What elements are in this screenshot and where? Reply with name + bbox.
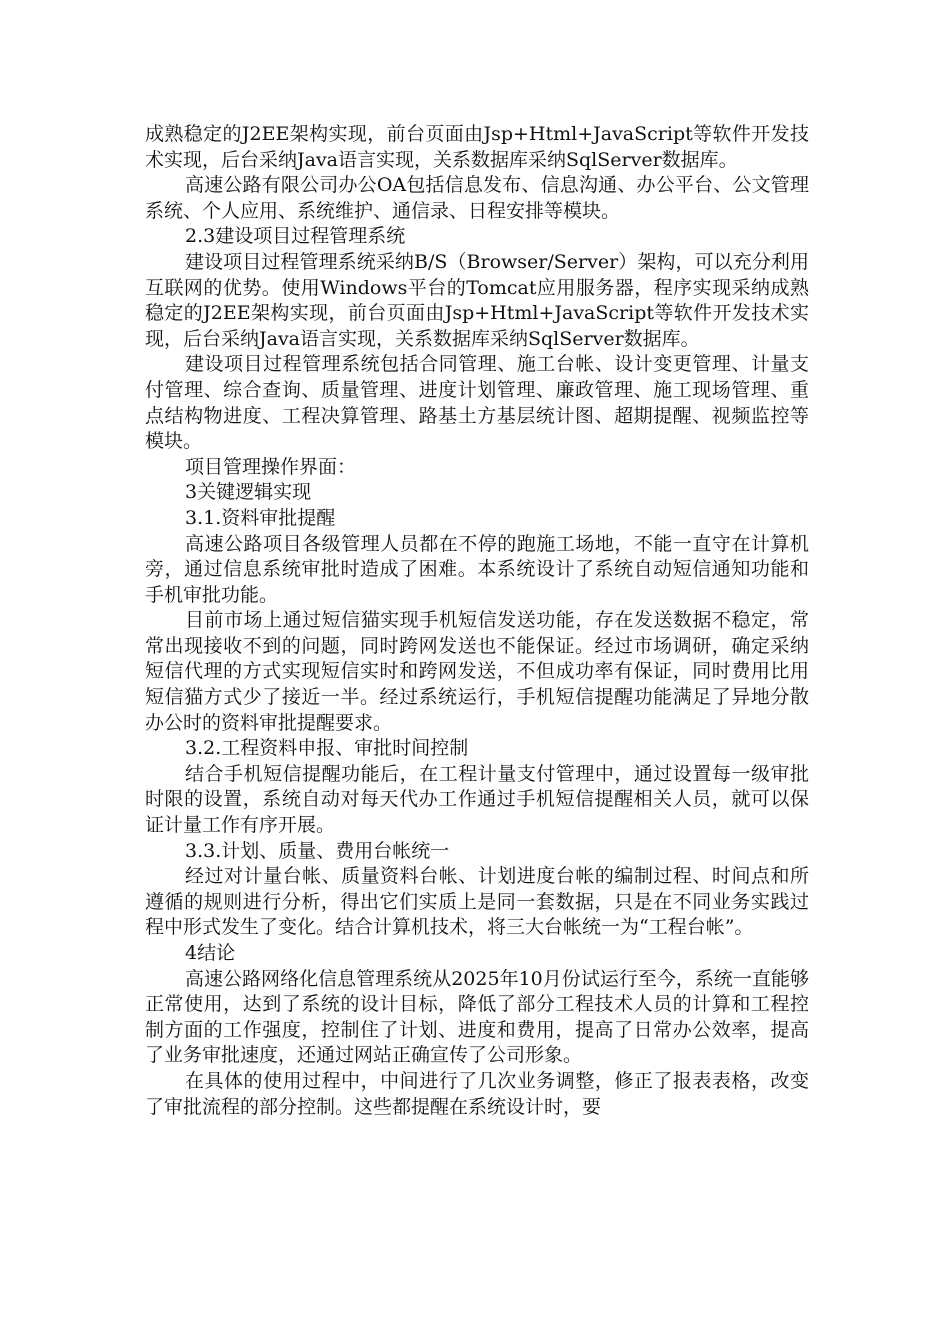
paragraph-6: 高速公路项目各级管理人员都在不停的跑施工场地，不能一直守在计算机旁，通过信息系统审批时造成了困难。本系统设计了系统自动短信通知功能和手机审批功能。 [145, 532, 809, 606]
paragraph-11: 在具体的使用过程中，中间进行了几次业务调整，修正了报表表格，改变了审批流程的部分控制。这些都提醒在系统设计时，要 [145, 1069, 809, 1118]
section-heading-3: 3关键逻辑实现 [185, 481, 312, 504]
paragraph-7: 目前市场上通过短信猫实现手机短信发送功能，存在发送数据不稳定，常常出现接收不到的问题，同时跨网发送也不能保证。经过市场调研，确定采纳短信代理的方式实现短信实时和跨网发送，不但成功率有保证，同时费用比用短信猫方式少了接近一半。经过系统运行，手机短信提醒功能满足了异地分散办公时的资料审批提醒要求。 [145, 609, 809, 734]
document-body [145, 122, 809, 1120]
paragraph-9: 经过对计量台帐、质量资料台帐、计划进度台帐的编制过程、时间点和所遵循的规则进行分析，得出它们实质上是同一套数据，只是在不同业务实践过程中形式发生了变化。结合计算机技术，将三大台帐统一为“工程台帐”。 [145, 865, 809, 939]
paragraph-4: 建设项目过程管理系统包括合同管理、施工台帐、设计变更管理、计量支付管理、综合查询、质量管理、进度计划管理、廉政管理、施工现场管理、重点结构物进度、工程决算管理、路基土方基层统计图、超期提醒、视频监控等模块。 [145, 353, 809, 453]
section-heading-2-3: 2.3建设项目过程管理系统 [185, 225, 406, 248]
paragraph-3: 建设项目过程管理系统采纳B/S（Browser/Server）架构，可以充分利用互联网的优势。使用Windows平台的Tomcat应用服务器，程序实现采纳成熟稳定的J2EE架构实现，前台页面由Jsp+Html+JavaScript等软件开发技术实现，后台采纳Java语言实现，关系数据库采纳SqlServer数据库。 [145, 250, 809, 350]
paragraph-10: 高速公路网络化信息管理系统从2025年10月份试运行至今，系统一直能够正常使用，达到了系统的设计目标，降低了部分工程技术人员的计算和工程控制方面的工作强度，控制住了计划、进度和费用，提高了日常办公效率，提高了业务审批速度，还通过网站正确宣传了公司形象。 [145, 967, 809, 1067]
paragraph-8: 结合手机短信提醒功能后，在工程计量支付管理中，通过设置每一级审批时限的设置，系统自动对每天代办工作通过手机短信提醒相关人员，就可以保证计量工作有序开展。 [145, 762, 809, 837]
paragraph-2: 高速公路有限公司办公OA包括信息发布、信息沟通、办公平台、公文管理系统、个人应用、系统维护、通信录、日程安排等模块。 [145, 174, 809, 222]
section-heading-4: 4结论 [185, 942, 236, 964]
section-heading-3-3: 3.3.计划、质量、费用台帐统一 [185, 839, 450, 862]
section-heading-3-2: 3.2.工程资料申报、审批时间控制 [185, 737, 469, 760]
paragraph-1: 成熟稳定的J2EE架构实现，前台页面由Jsp+Html+JavaScript等软件开发技术实现，后台采纳Java语言实现，关系数据库采纳SqlServer数据库。 [145, 123, 809, 171]
section-heading-3-1: 3.1.资料审批提醒 [185, 506, 336, 529]
paragraph-5: 项目管理操作界面： [185, 455, 357, 478]
